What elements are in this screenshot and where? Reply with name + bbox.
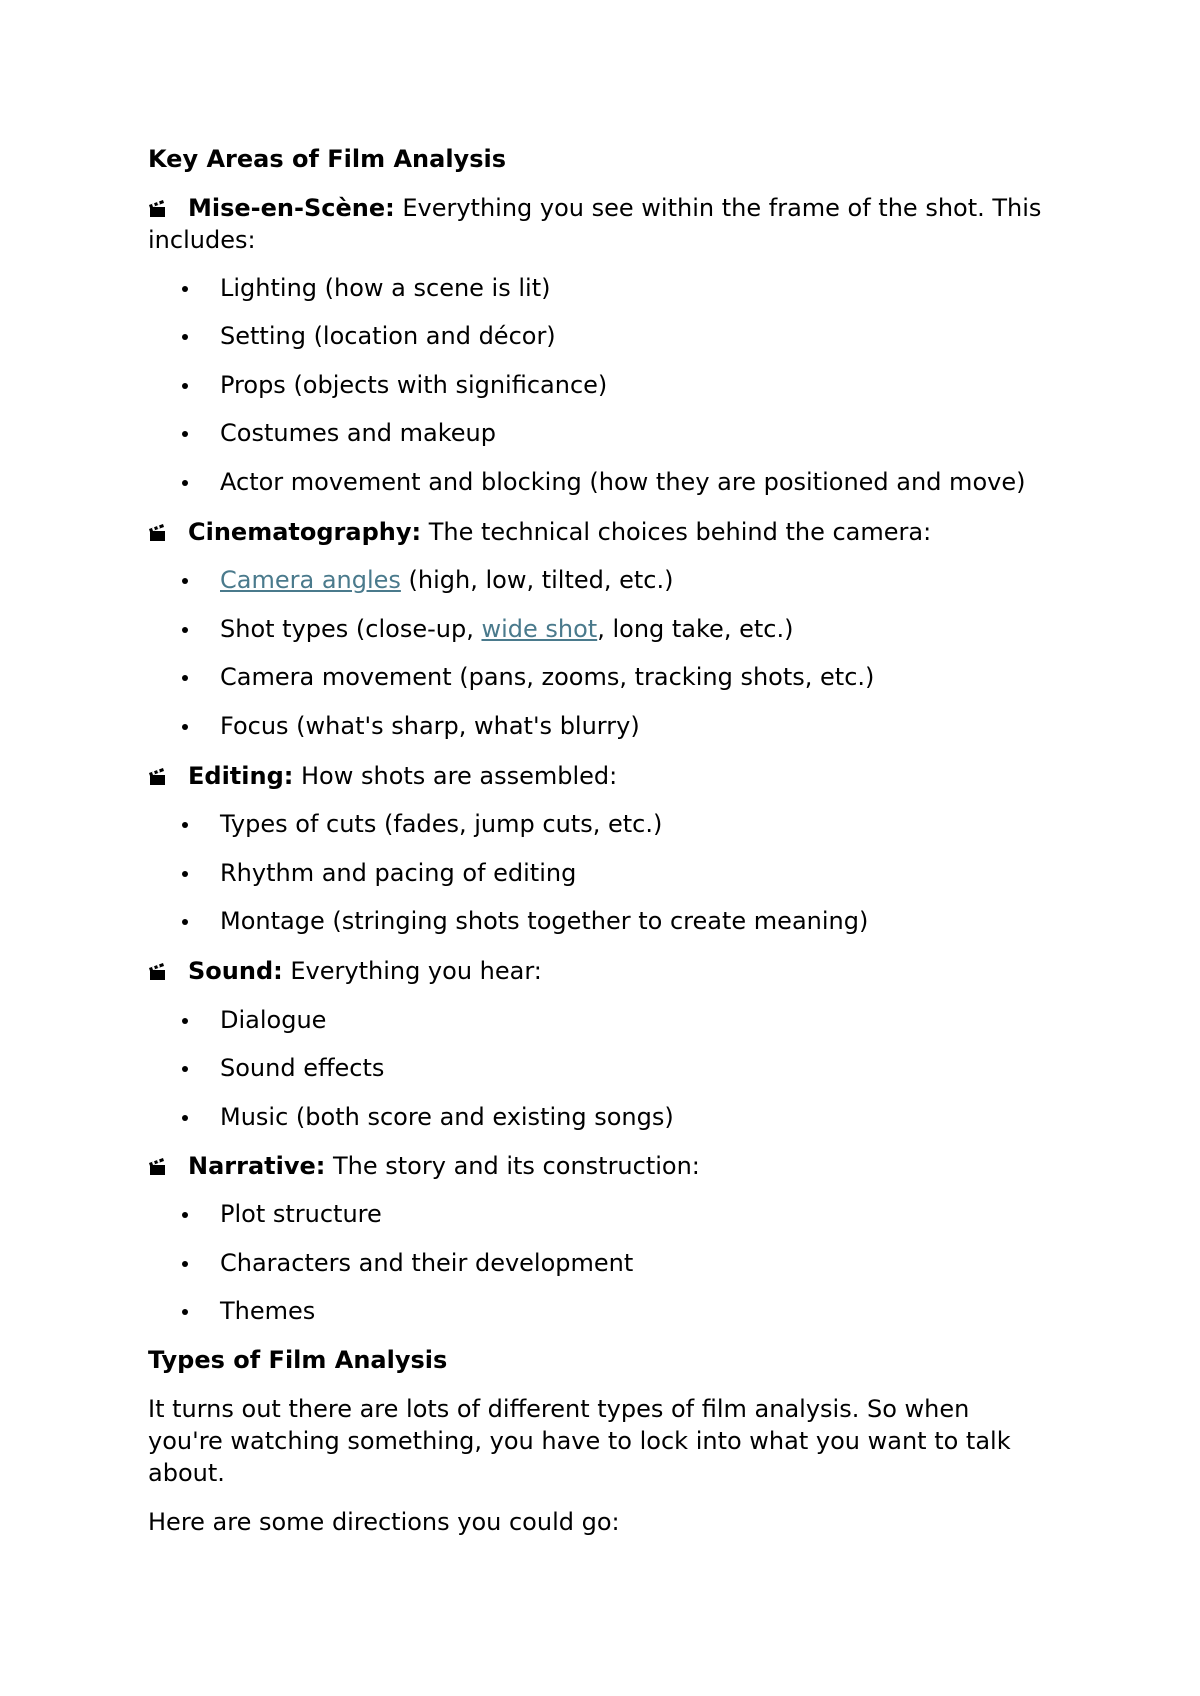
bullet-icon xyxy=(182,919,188,925)
bullet-icon xyxy=(182,334,188,340)
bullet-icon xyxy=(182,1309,188,1315)
paragraph-line: you're watching something, you have to lock into what you want to talk xyxy=(148,1427,1011,1455)
section-text: Everything you hear: xyxy=(282,957,542,985)
bullet-icon xyxy=(182,675,188,681)
section-editing xyxy=(148,760,617,792)
clapperboard-icon xyxy=(148,766,168,786)
section-text: The story and its construction: xyxy=(325,1152,700,1180)
camera-angles-link[interactable]: Camera angles xyxy=(220,566,401,594)
section-mise-en-scene xyxy=(148,192,1041,224)
paragraph-line: Here are some directions you could go: xyxy=(148,1508,620,1536)
section-sound xyxy=(148,955,542,987)
section-label: Cinematography: xyxy=(188,518,422,546)
bullet-icon xyxy=(182,822,188,828)
page-heading-types: Types of Film Analysis xyxy=(148,1346,448,1374)
bullet-icon xyxy=(182,724,188,730)
paragraph-line: about. xyxy=(148,1459,225,1487)
bullet-icon xyxy=(182,383,188,389)
section-text: Everything you see within the frame of the shot. This xyxy=(394,194,1042,222)
bullet-icon xyxy=(182,1018,188,1024)
bullet-icon xyxy=(182,871,188,877)
section-cinematography xyxy=(148,516,931,548)
bullet-icon xyxy=(182,1261,188,1267)
section-label: Sound: xyxy=(188,957,283,985)
paragraph-line: It turns out there are lots of different types of film analysis. So when xyxy=(148,1395,970,1423)
bullet-icon xyxy=(182,480,188,486)
section-text: How shots are assembled: xyxy=(293,762,618,790)
bullet-icon xyxy=(182,1212,188,1218)
clapperboard-icon xyxy=(148,198,168,218)
bullet-icon xyxy=(182,627,188,633)
clapperboard-icon xyxy=(148,961,168,981)
bullet-icon xyxy=(182,431,188,437)
bullet-icon xyxy=(182,286,188,292)
section-label: Mise-en-Scène: xyxy=(188,194,395,222)
bullet-icon xyxy=(182,578,188,584)
bullet-icon xyxy=(182,1066,188,1072)
page-heading-key-areas: Key Areas of Film Analysis xyxy=(148,145,506,173)
section-text: The technical choices behind the camera: xyxy=(421,518,932,546)
wide-shot-link[interactable]: wide shot xyxy=(481,615,598,643)
section-label: Editing: xyxy=(188,762,294,790)
bullet-icon xyxy=(182,1115,188,1121)
section-text-continued: includes: xyxy=(148,226,256,254)
section-narrative xyxy=(148,1150,700,1182)
clapperboard-icon xyxy=(148,1156,168,1176)
document-page: Key Areas of Film Analysis Mise-en-Scène: Everything you see within the frame of the shot. This includes: Lighting (how a scene is lit) Setting (location and décor) Props (objects with significance) Costumes and makeup Actor movement and blocking (how they are positioned and move) Cinematography: The technical choices behind the camera: Camera angles (high, low, tilted, etc.) Shot types (close-up, wide shot, long take, etc.) Camera movement (pans, zooms, tracking shots, etc.) Focus (what's sharp, what's blurry) Editing: How shots are assembled: Types of cuts (fades, jump cuts, etc.) Rhythm and pacing of editing Montage (stringing shots together to create meaning) Sound: Everything you hear: Dialogue Sound effects Music (both score and existing songs) Narrative: The story and its construction: Plot structure Characters and their development Themes Types of Film Analysis It turns out there are lots of different types of film analysis. So when you're watching something, you have to lock into what you want to talk about. Here are some directions you could go: xyxy=(148,145,1042,1536)
clapperboard-icon xyxy=(148,522,168,542)
section-label: Narrative: xyxy=(188,1152,326,1180)
